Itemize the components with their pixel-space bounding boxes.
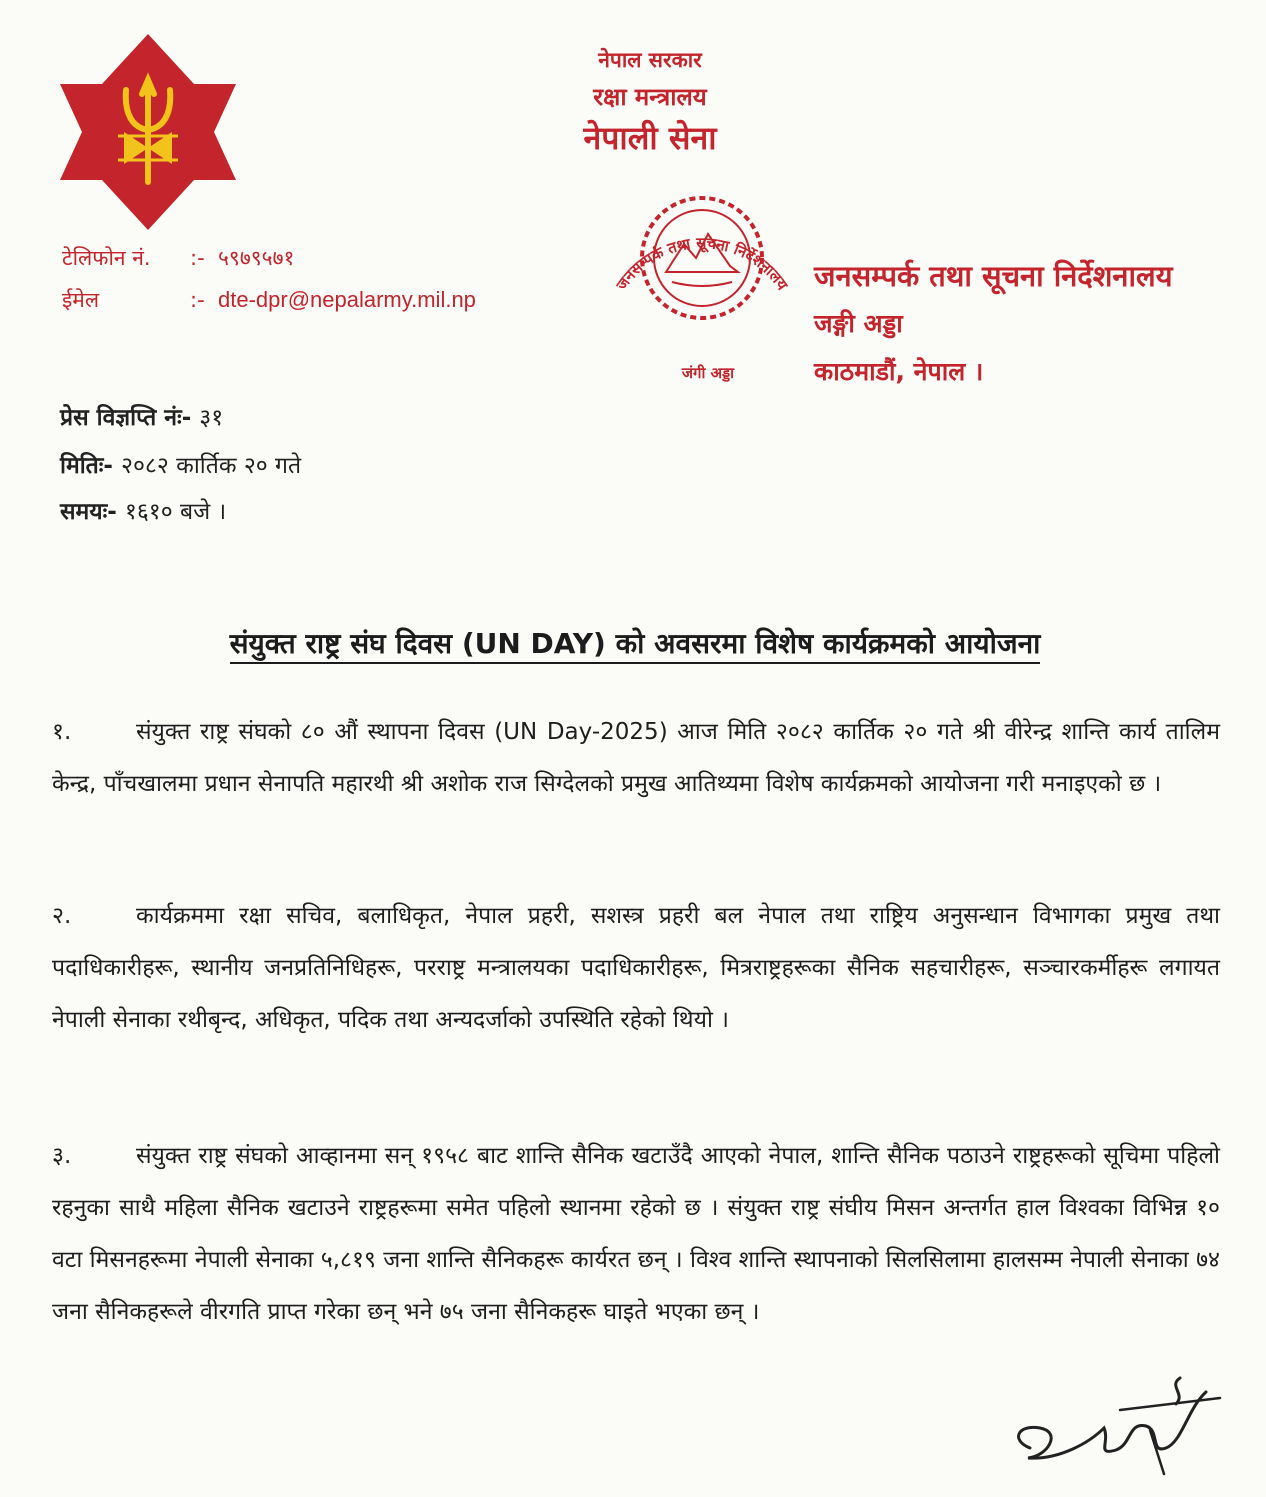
paragraph-1	[52, 706, 1220, 810]
press-release-title	[60, 624, 1210, 662]
press-time-row	[60, 494, 226, 526]
directorate-name: जनसम्पर्क तथा सूचना निर्देशनालय	[814, 259, 1173, 293]
email-separator: :-	[190, 288, 205, 312]
paragraph-2	[52, 890, 1220, 1046]
phone-label: टेलिफोन नं.	[62, 246, 151, 270]
ministry-name: रक्षा मन्त्रालय	[593, 83, 707, 111]
paragraph-number: ३.	[52, 1143, 72, 1169]
directorate-seal-icon	[592, 190, 812, 390]
seal-text-top: जनसम्पर्क तथा सूचना निर्देशनालय	[612, 233, 792, 294]
press-time-label: समयः-	[60, 499, 117, 525]
phone-separator: :-	[190, 246, 205, 270]
paragraph-number: २.	[52, 903, 72, 929]
paragraph-text: कार्यक्रममा रक्षा सचिव, बलाधिकृत, नेपाल प्रहरी, सशस्त्र प्रहरी बल नेपाल तथा राष्ट्रिय अनुसन्धान विभागका प्रमुख तथा पदाधिकारीहरू, स्थानीय जनप्रतिनिधिहरू, परराष्ट्र मन्त्रालयका पदाधिकारीहरू, मित्रराष्ट्रहरूका सैनिक सहचारीहरू, सञ्चारकर्मीहरू लगायत नेपाली सेनाका रथीबृन्द, अधिकृत, पदिक तथा अन्यदर्जाको उपस्थिति रहेको थियो ।	[52, 903, 1220, 1033]
directorate-place: जङ्गी अड्डा	[814, 309, 903, 338]
directorate-city: काठमाडौं, नेपाल ।	[814, 357, 984, 386]
press-time-value: १६१० बजे ।	[124, 499, 227, 525]
press-number-label: प्रेस विज्ञप्ति नंः-	[60, 405, 192, 431]
paragraph-number: १.	[52, 719, 72, 745]
press-date-value: २०८२ कार्तिक २० गते	[121, 453, 302, 479]
press-date-row	[60, 448, 301, 480]
paragraph-text: संयुक्त राष्ट्र संघको ८० औं स्थापना दिवस (UN Day-2025) आज मिति २०८२ कार्तिक २० गते श्री वीरेन्द्र शान्ति कार्य तालिम केन्द्र, पाँचखालमा प्रधान सेनापति महारथी श्री अशोक राज सिग्देलको प्रमुख आतिथ्यमा विशेष कार्यक्रमको आयोजना गरी मनाइएको छ ।	[52, 719, 1220, 797]
title-text: संयुक्त राष्ट्र संघ दिवस (UN DAY) को अवसरमा विशेष कार्यक्रमको आयोजना	[230, 627, 1041, 664]
signature-icon	[1000, 1370, 1230, 1480]
paragraph-3	[52, 1130, 1220, 1338]
press-date-label: मितिः-	[60, 453, 113, 479]
email-value[interactable]: dte-dpr@nepalarmy.mil.np	[218, 287, 476, 312]
organization-name: नेपाली सेना	[583, 119, 717, 157]
email-label: ईमेल	[62, 288, 100, 312]
nepal-army-emblem-icon	[58, 32, 238, 232]
paragraph-text: संयुक्त राष्ट्र संघको आव्हानमा सन् १९५८ बाट शान्ति सैनिक खटाउँदै आएको नेपाल, शान्ति सैनिक पठाउने राष्ट्रहरूको सूचिमा पहिलो रहनुका साथै महिला सैनिक खटाउने राष्ट्रहरूमा समेत पहिलो स्थानमा रहेको छ । संयुक्त राष्ट्र संघीय मिसन अन्तर्गत हाल विश्वका विभिन्न १० वटा मिसनहरूमा नेपाली सेनाका ५,८१९ जना शान्ति सैनिकहरू कार्यरत छन् । विश्व शान्ति स्थापनाको सिलसिलामा हालसम्म नेपाली सेनाका ७४ जना सैनिकहरूले वीरगति प्राप्त गरेका छन् भने ७५ जना सैनिकहरू घाइते भएका छन् ।	[52, 1143, 1220, 1325]
government-name: नेपाल सरकार	[598, 48, 702, 72]
phone-row	[62, 244, 294, 272]
press-number-row	[60, 400, 223, 432]
seal-text-bottom: जंगी अड्डा	[681, 364, 735, 382]
phone-value: ५९७९५७१	[218, 246, 295, 270]
press-number-value: ३१	[199, 405, 224, 431]
email-row	[62, 286, 476, 314]
